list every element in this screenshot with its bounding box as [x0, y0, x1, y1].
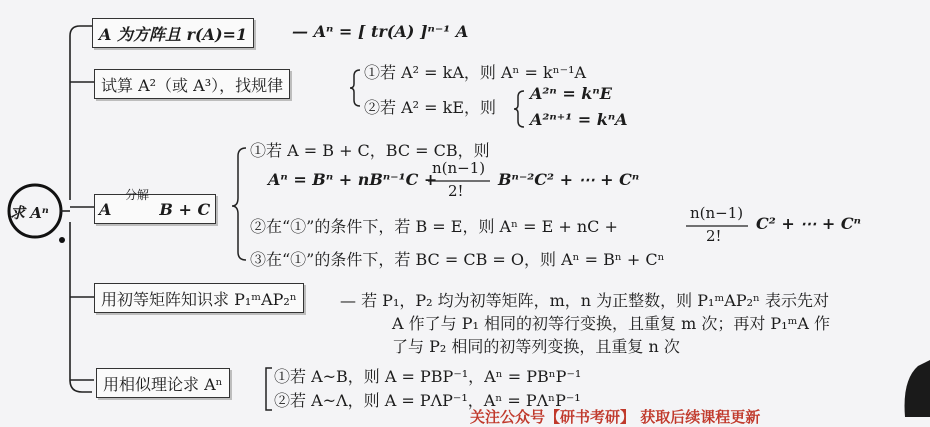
- row3-case3: ③在“①”的条件下，若 BC = CB = O，则 Aⁿ = Bⁿ + Cⁿ: [250, 250, 665, 269]
- row4-line1: — 若 P₁，P₂ 均为初等矩阵，m，n 为正整数，则 P₁ᵐAP₂ⁿ 表示先对: [340, 291, 830, 310]
- presenter-shadow: [905, 360, 930, 417]
- row3-case1-formula-left: Aⁿ = Bⁿ + nBⁿ⁻¹C +: [268, 170, 438, 189]
- row3-case2-left: ②在“①”的条件下，若 B = E，则 Aⁿ = E + nC +: [250, 217, 618, 236]
- row3-case1-formula-right: Bⁿ⁻²C² + ⋯ + Cⁿ: [498, 170, 640, 189]
- row1-result: — Aⁿ = [ tr(A) ]ⁿ⁻¹ A: [292, 22, 469, 41]
- row1-condition-box: A 为方阵且 r(A)=1: [92, 18, 254, 48]
- row3-box-bc: B + C: [159, 199, 211, 219]
- row2-case2a: A²ⁿ = kⁿE: [530, 84, 612, 103]
- row3-case2-frac-num: n(n−1): [690, 204, 744, 222]
- row4-line2: A 作了与 P₁ 相同的初等行变换，且重复 m 次；再对 P₁ᵐA 作: [392, 314, 831, 333]
- row2-case2: ②若 A² = kE，则: [364, 98, 497, 117]
- row3-case1-frac-num: n(n−1): [432, 159, 486, 177]
- row2-case2b: A²ⁿ⁺¹ = kⁿA: [530, 110, 628, 129]
- row2-case1: ①若 A² = kA，则 Aⁿ = kⁿ⁻¹A: [364, 63, 587, 82]
- root-label: 求 Aⁿ: [10, 204, 49, 222]
- row5-method-box: 用相似理论求 Aⁿ: [96, 368, 230, 398]
- row3-case2-right: C² + ⋯ + Cⁿ: [756, 214, 861, 233]
- row4-method-box: 用初等矩阵知识求 P₁ᵐAP₂ⁿ: [94, 283, 304, 313]
- row3-case2-frac-den: 2!: [706, 227, 722, 245]
- row3-case1-condition: ①若 A = B + C，BC = CB，则: [250, 141, 490, 160]
- footer-watermark: 关注公众号【研书考研】 获取后续课程更新: [470, 408, 761, 426]
- row2-method-box: 试算 A²（或 A³），找规律: [94, 69, 290, 99]
- row3-case1-frac-den: 2!: [448, 182, 464, 200]
- row3-box-a: A: [99, 199, 112, 219]
- row3-decompose-box: [94, 194, 216, 224]
- row5-case2: ②若 A~Λ，则 A = PΛP⁻¹，Aⁿ = PΛⁿP⁻¹: [274, 391, 581, 410]
- row3-box-decompose-label: 分解: [125, 188, 150, 202]
- row5-case1: ①若 A~B，则 A = PBP⁻¹，Aⁿ = PBⁿP⁻¹: [274, 367, 582, 386]
- row4-line3: 了与 P₂ 相同的初等列变换，且重复 n 次: [392, 337, 680, 356]
